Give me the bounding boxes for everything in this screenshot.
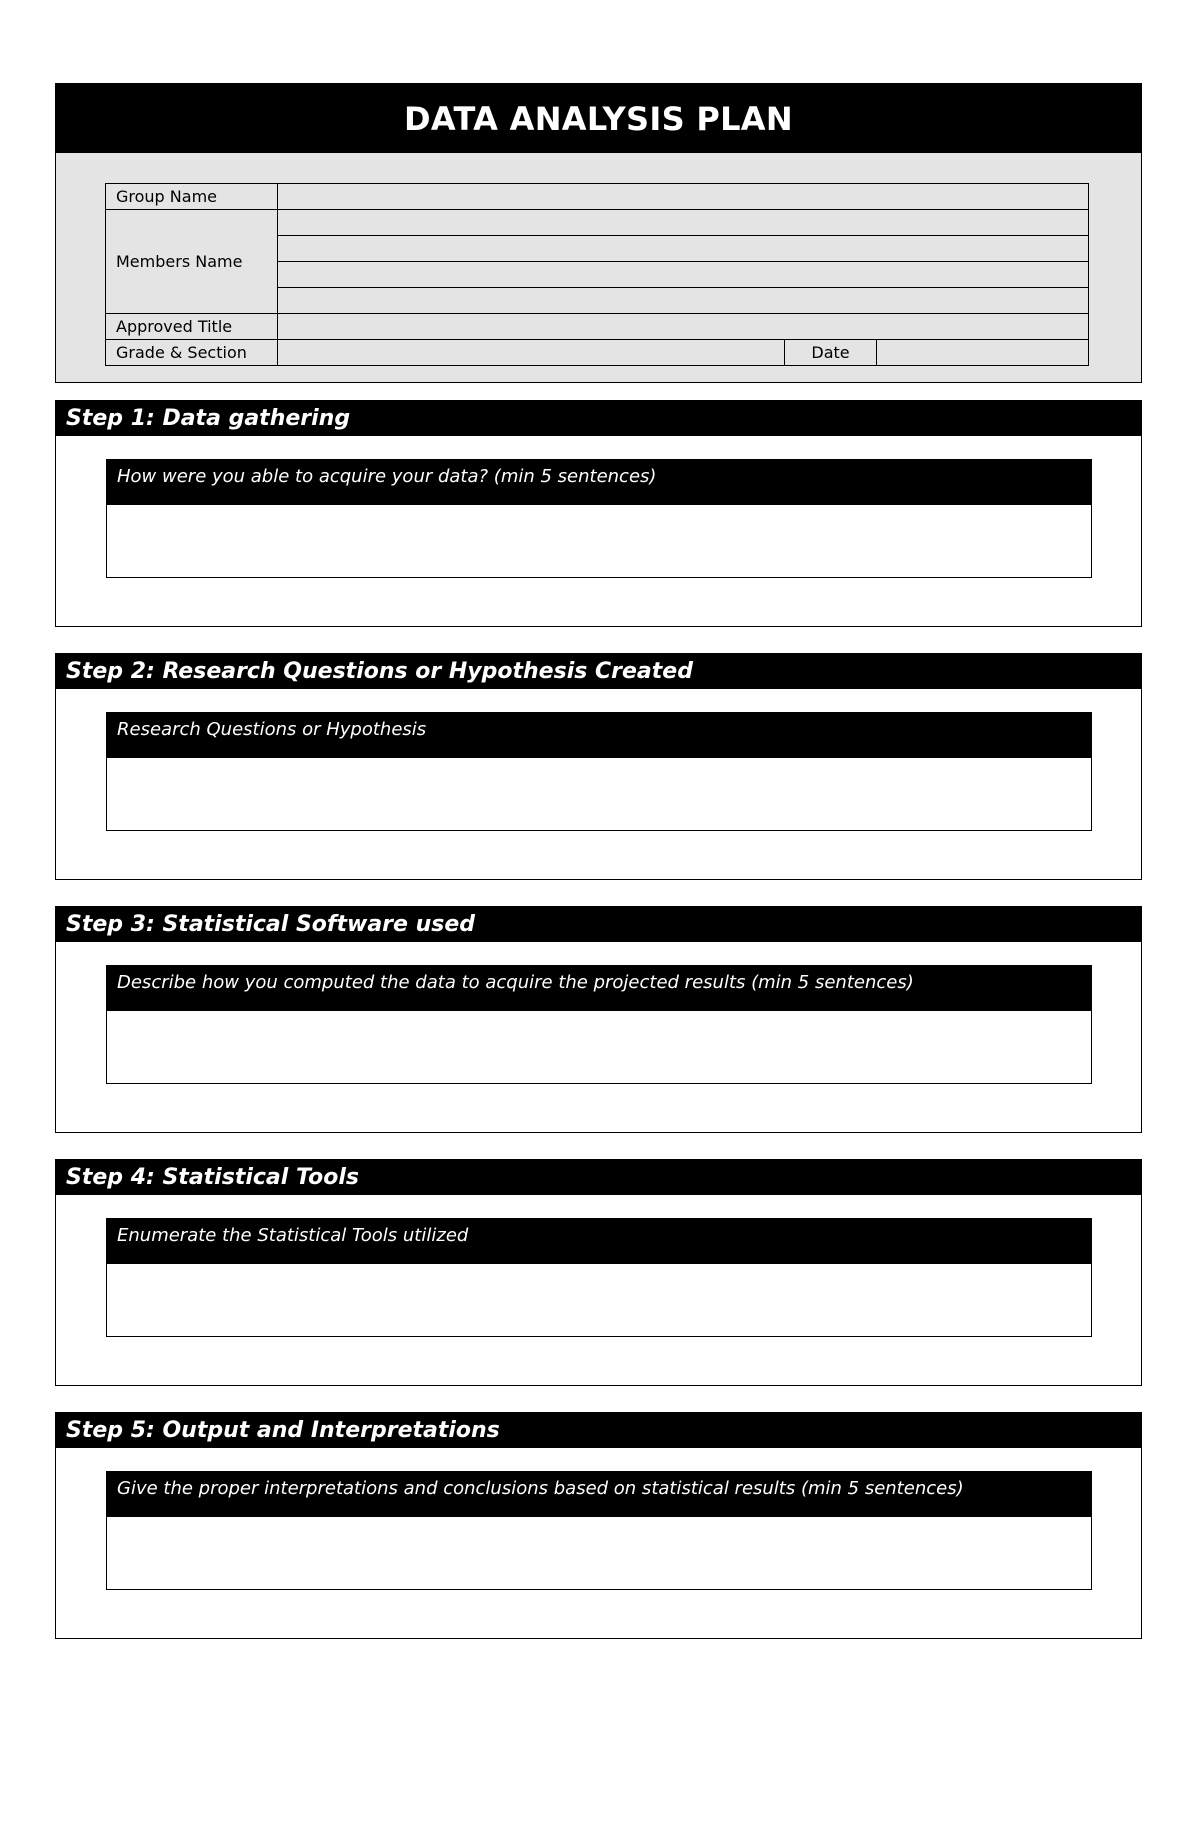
step-5-prompt-box xyxy=(106,1471,1092,1590)
step-2-prompt-box xyxy=(106,712,1092,831)
info-table xyxy=(105,183,1089,366)
group-name-label: Group Name xyxy=(106,184,278,210)
step-3-section xyxy=(55,906,1142,1133)
step-4-heading: Step 4: Statistical Tools xyxy=(56,1160,1141,1195)
header-block xyxy=(55,83,1142,383)
group-name-field[interactable] xyxy=(278,184,1089,210)
member-name-field-3[interactable] xyxy=(278,262,1089,288)
step-3-prompt-box xyxy=(106,965,1092,1084)
step-1-prompt-box xyxy=(106,459,1092,578)
member-name-field-2[interactable] xyxy=(278,236,1089,262)
step-4-prompt: Enumerate the Statistical Tools utilized xyxy=(107,1219,1091,1264)
step-3-prompt: Describe how you computed the data to acquire the projected results (min 5 sentences) xyxy=(107,966,1091,1011)
step-5-heading: Step 5: Output and Interpretations xyxy=(56,1413,1141,1448)
approved-title-field[interactable] xyxy=(278,314,1089,340)
step-2-section xyxy=(55,653,1142,880)
page-title: DATA ANALYSIS PLAN xyxy=(56,84,1141,153)
step-5-prompt: Give the proper interpretations and conclusions based on statistical results (min 5 sentences) xyxy=(107,1472,1091,1517)
member-name-field-1[interactable] xyxy=(278,210,1089,236)
grade-section-row xyxy=(106,340,1089,366)
step-1-heading: Step 1: Data gathering xyxy=(56,401,1141,436)
step-4-section xyxy=(55,1159,1142,1386)
step-3-heading: Step 3: Statistical Software used xyxy=(56,907,1141,942)
grade-section-label: Grade & Section xyxy=(106,340,278,366)
date-field[interactable] xyxy=(877,340,1089,366)
step-1-section xyxy=(55,400,1142,627)
members-name-label: Members Name xyxy=(106,210,278,314)
group-name-row xyxy=(106,184,1089,210)
step-5-answer-area[interactable] xyxy=(107,1517,1091,1589)
step-1-answer-area[interactable] xyxy=(107,505,1091,577)
step-4-prompt-box xyxy=(106,1218,1092,1337)
members-name-row xyxy=(106,210,1089,236)
step-2-heading: Step 2: Research Questions or Hypothesis Created xyxy=(56,654,1141,689)
approved-title-row xyxy=(106,314,1089,340)
step-1-prompt: How were you able to acquire your data? (min 5 sentences) xyxy=(107,460,1091,505)
date-label: Date xyxy=(785,340,877,366)
step-3-answer-area[interactable] xyxy=(107,1011,1091,1083)
approved-title-label: Approved Title xyxy=(106,314,278,340)
step-4-answer-area[interactable] xyxy=(107,1264,1091,1336)
step-2-answer-area[interactable] xyxy=(107,758,1091,830)
grade-section-field[interactable] xyxy=(278,340,785,366)
member-name-field-4[interactable] xyxy=(278,288,1089,314)
step-2-prompt: Research Questions or Hypothesis xyxy=(107,713,1091,758)
step-5-section xyxy=(55,1412,1142,1639)
